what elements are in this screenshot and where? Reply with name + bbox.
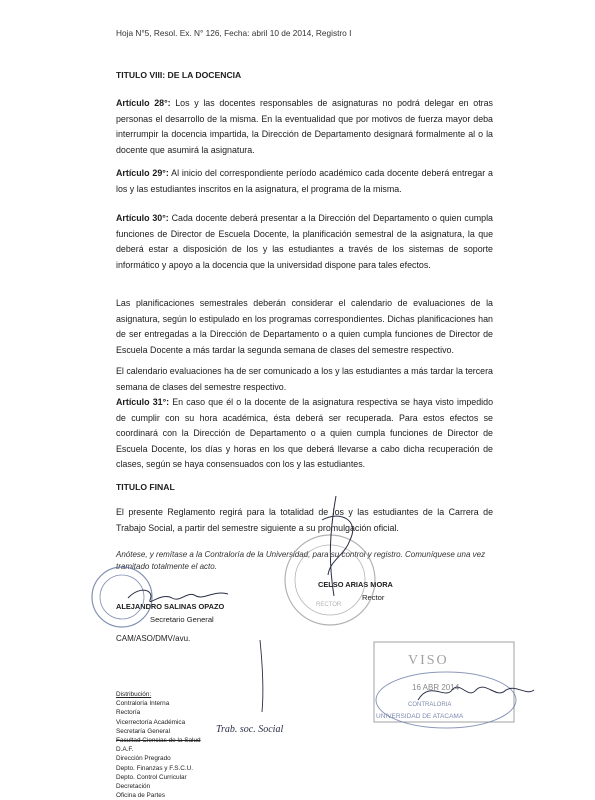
article-29-text: Al inicio del correspondiente período académico cada docente deberá entregar a los y las estudiantes inscritos en la asignatura, el programa de la misma. [116,168,493,194]
article-31-text: En caso que él o la docente de la asignatura respectiva se haya visto impedido de cumplir con su hora académica, ésta deberá ser recuperada. Para estos efectos se coordinará con la Dirección de Departamento o a quien cumpla funciones de Director de Escuela Docente, los días y horas en los que deberá llevarse a cabo dicha recuperación de clases, según se haya consensuados con los y las estudiantes. [116,397,493,470]
distribution-item: Facultad Ciencias de la Salud [116,737,201,745]
distribution-item: Decretación [116,783,151,791]
distribution-item: Oficina de Partes [116,792,166,800]
distribution-item: Depto. Control Curricular [116,773,187,781]
visto-stamp-title: VISO [408,653,449,668]
visto-stamp [374,642,514,722]
section-title-final: TITULO FINAL [116,482,175,492]
reference-initials: CAM/ASO/DMV/avu. [116,634,191,643]
distribution-item: Contraloría Interna [116,700,170,708]
reference-signature [260,640,263,712]
rector-name: CELSO ARIAS MORA [318,580,393,589]
secretary-name: ALEJANDRO SALINAS OPAZO [116,602,225,611]
rector-role: Rector [362,593,385,602]
handwritten-note: Trab. soc. Social [216,724,284,735]
section-title-docencia: TITULO VIII: DE LA DOCENCIA [116,70,242,80]
distribution-item: Rectoría [116,709,141,717]
distribution-title: Distribución: [116,691,152,698]
article-31-label: Artículo 31°: [116,397,170,407]
article-28-text: Los y las docentes responsables de asignaturas no podrá delegar en otras personas el desarrollo de la misma. En la eventualidad que por motivos de fuerza mayor deba interrumpir la docencia impartida, la Dirección de Departamento designará formalmente al o la docente que asumirá la asignatura. [116,98,493,155]
visto-stamp-org: UNIVERSIDAD DE ATACAMA [376,713,464,720]
article-30-text: Cada docente deberá presentar a la Dirección del Departamento o quien cumpla funciones de Director de Escuela Docente, la planificación semestral de la asignatura, la que deberá estar a disposición de los y las estudiantes a través de los sistemas de soporte informático y apoyo a la docencia que la universidad dispone para tales efectos. [116,213,493,270]
visto-stamp-sub: CONTRALORIA [408,702,452,708]
page-header: Hoja N°5, Resol. Ex. N° 126, Fecha: abril 10 de 2014, Registro I [116,28,352,38]
closing-remark: Anótese, y remítase a la Contraloría de la Universidad, para su control y registro. Comuníquese una vez tramitado totalmente el acto. [116,550,486,571]
distribution-item: Vicerrectoría Académica [116,718,186,726]
secretary-role: Secretario General [150,615,214,624]
article-28-label: Artículo 28°: [116,98,171,108]
calendario-paragraph: El calendario evaluaciones ha de ser comunicado a los y las estudiantes a más tardar la tercera semana de clases del semestre respectivo. [116,366,493,392]
visto-stamp-date: 16 ABR 2014 [412,683,460,692]
distribution-item: D.A.F. [116,746,134,754]
article-30-label: Artículo 30°: [116,213,169,223]
final-paragraph: El presente Reglamento regirá para la totalidad de los y las estudiantes de la Carrera de Trabajo Social, a partir del semestre siguiente a su promulgación oficial. [116,507,493,533]
article-29-label: Artículo 29°: [116,168,169,178]
planificaciones-paragraph: Las planificaciones semestrales deberán considerar el calendario de evaluaciones de la asignatura, según lo estipulado en los programas correspondientes. Dichas planificaciones han de ser entregadas a la Dirección de Departamento o a quien cumpla funciones de Director de Escuela Docente a más tardar la segunda semana de clases del semestre respectivo. [116,298,493,355]
left-seal-stamp [92,567,152,627]
distribution-item: Dirección Pregrado [116,755,171,763]
distribution-item: Depto. Finanzas y F.S.C.U. [116,764,194,772]
distribution-item: Secretaría General [116,727,170,735]
rector-seal-center: RECTOR [316,602,342,608]
